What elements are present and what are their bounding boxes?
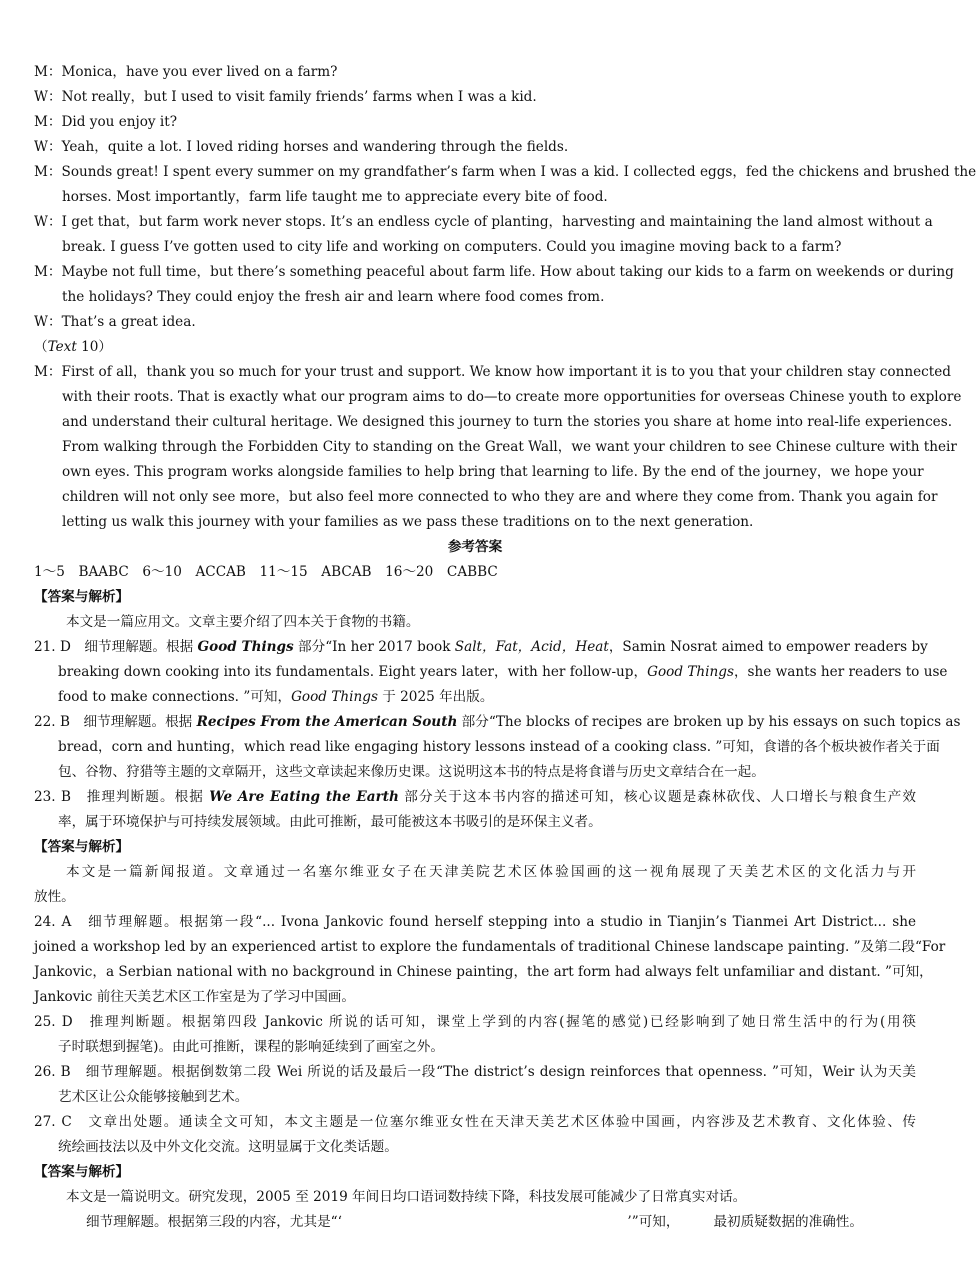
answer-key-line: 1～5 BAABC 6～10 ACCAB 11～15 ABCAB 16～20 CABBC — [34, 564, 498, 580]
analysis-intro: 放性。 — [34, 889, 75, 905]
dialogue-line: W：Not really，but I used to visit family friends’ farms when I was a kid. — [34, 89, 537, 105]
answer-explanation-line: 22. B 细节理解题。根据 Recipes From the American South 部分“The blocks of recipes are broken up by his essays on such topics as — [34, 714, 961, 730]
analysis-intro: 本文是一篇新闻报道。文章通过一名塞尔维亚女子在天津美院艺术区体验国画的这一视角展现了天美艺术区的文化活力与开 — [66, 864, 916, 880]
analysis-intro: 本文是一篇应用文。文章主要介绍了四本关于食物的书籍。 — [66, 614, 420, 630]
analysis-heading: 【答案与解析】 — [34, 839, 130, 855]
dialogue-line: the holidays? They could enjoy the fresh air and learn where food comes from. — [62, 289, 605, 305]
answer-explanation-line: Jankovic 前往天美艺术区工作室是为了学习中国画。 — [34, 989, 355, 1005]
monologue-line: with their roots. That is exactly what our program aims to do—to create more opportunities for overseas Chinese youth to explore — [62, 389, 962, 405]
dialogue-line: M：Sounds great! I spent every summer on my grandfather’s farm when I was a kid. I collected eggs，fed the chickens and brushed the — [34, 164, 976, 180]
analysis-intro: 本文是一篇说明文。研究发现，2005 至 2019 年间日均口语词数持续下降，科技发展可能减少了日常真实对话。 — [66, 1189, 747, 1205]
answer-explanation-line: breaking down cooking into its fundamentals. Eight years later，with her follow-up，Good Things，she wants her readers to use — [58, 664, 948, 680]
answer-explanation-line: 艺术区让公众能够接触到艺术。 — [58, 1089, 249, 1105]
answer-explanation-line: 23. B 推理判断题。根据 We Are Eating the Earth 部分关于这本书内容的描述可知，核心议题是森林砍伐、人口增长与粮食生产效 — [34, 789, 917, 805]
answer-explanation-line: 25. D 推理判断题。根据第四段 Jankovic 所说的话可知，课堂上学到的内容(握笔的感觉)已经影响到了她日常生活中的行为(用筷 — [34, 1014, 916, 1030]
monologue-line: M：First of all，thank you so much for your trust and support. We know how important it is to you that your children stay connected — [34, 364, 951, 380]
answer-explanation-line: Jankovic，a Serbian national with no background in Chinese painting，the art form had always felt unfamiliar and distant. ”可知， — [34, 964, 933, 980]
monologue-line: and understand their cultural heritage. We designed this journey to turn the stories you share at home into real-life experiences. — [62, 414, 953, 430]
dialogue-line: M：Monica，have you ever lived on a farm? — [34, 64, 338, 80]
dialogue-line: M：Maybe not full time，but there’s something peaceful about farm life. How about taking our kids to a farm on weekends or during — [34, 264, 954, 280]
answer-explanation-line: joined a workshop led by an experienced artist to explore the fundamentals of traditional Chinese landscape painting. ”及第二段“For — [34, 939, 946, 955]
dialogue-line: W：That’s a great idea. — [34, 314, 196, 330]
answer-explanation-line: 27. C 文章出处题。通读全文可知，本文主题是一位塞尔维亚女性在天津天美艺术区体验中国画，内容涉及艺术教育、文化体验、传 — [34, 1114, 916, 1130]
monologue-line: children will not only see more，but also feel more connected to who they are and where they come from. Thank you again for — [62, 489, 938, 505]
section-heading: （Text 10） — [34, 339, 112, 355]
monologue-line: own eyes. This program works alongside families to help bring that learning to life. By the end of the journey，we hope your — [62, 464, 924, 480]
answer-explanation-line: 24. A 细节理解题。根据第一段“... Ivona Jankovic found herself stepping into a studio in Tianjin’s Tianmei Art District... she — [34, 914, 916, 930]
answer-explanation-line: 率，属于环境保护与可持续发展领域。由此可推断，最可能被这本书吸引的是环保主义者。 — [58, 814, 602, 830]
analysis-heading: 【答案与解析】 — [34, 1164, 130, 1180]
answer-explanation-line: 21. D 细节理解题。根据 Good Things 部分“In her 2017 book Salt，Fat，Acid，Heat，Samin Nosrat aimed to empower readers by — [34, 639, 928, 655]
dialogue-line: W：I get that，but farm work never stops. It’s an endless cycle of planting，harvesting and maintaining the land almost without a — [34, 214, 933, 230]
dialogue-line: W：Yeah，quite a lot. I loved riding horses and wandering through the fields. — [34, 139, 569, 155]
answer-explanation-line: 子时联想到握笔)。由此可推断，课程的影响延续到了画室之外。 — [58, 1039, 444, 1055]
analysis-heading: 【答案与解析】 — [34, 589, 130, 605]
answer-explanation-line: 包、谷物、狩猎等主题的文章隔开，这些文章读起来像历史课。这说明这本书的特点是将食谱与历史文章结合在一起。 — [58, 764, 765, 780]
answer-explanation-line: 26. B 细节理解题。根据倒数第二段 Wei 所说的话及最后一段“The district’s design reinforces that openness. ”可知，Weir 认为天美 — [34, 1064, 916, 1080]
answer-explanation-line: 统绘画技法以及中外文化交流。这明显属于文化类话题。 — [58, 1139, 398, 1155]
answer-key-title: 参考答案 — [447, 539, 503, 555]
dialogue-line: horses. Most importantly，farm life taught me to appreciate every bite of food. — [62, 189, 608, 205]
dialogue-line: M：Did you enjoy it? — [34, 114, 178, 130]
monologue-line: letting us walk this journey with your families as we pass these traditions on to the next generation. — [62, 514, 754, 530]
answer-explanation-line: food to make connections. ”可知，Good Things 于 2025 年出版。 — [58, 689, 494, 705]
monologue-line: From walking through the Forbidden City to standing on the Great Wall，we want your children to see Chinese culture with their — [62, 439, 957, 455]
dialogue-line: break. I guess I’ve gotten used to city life and working on computers. Could you imagine moving back to a farm? — [62, 239, 842, 255]
answer-explanation-line: bread，corn and hunting，which read like engaging history lessons instead of a cooking class. ”可知，食谱的各个板块被作者关于面 — [58, 739, 940, 755]
answer-explanation-line: 细节理解题。根据第三段的内容，尤其是“‘ ’”可知， 最初质疑数据的准确性。 — [86, 1214, 863, 1230]
